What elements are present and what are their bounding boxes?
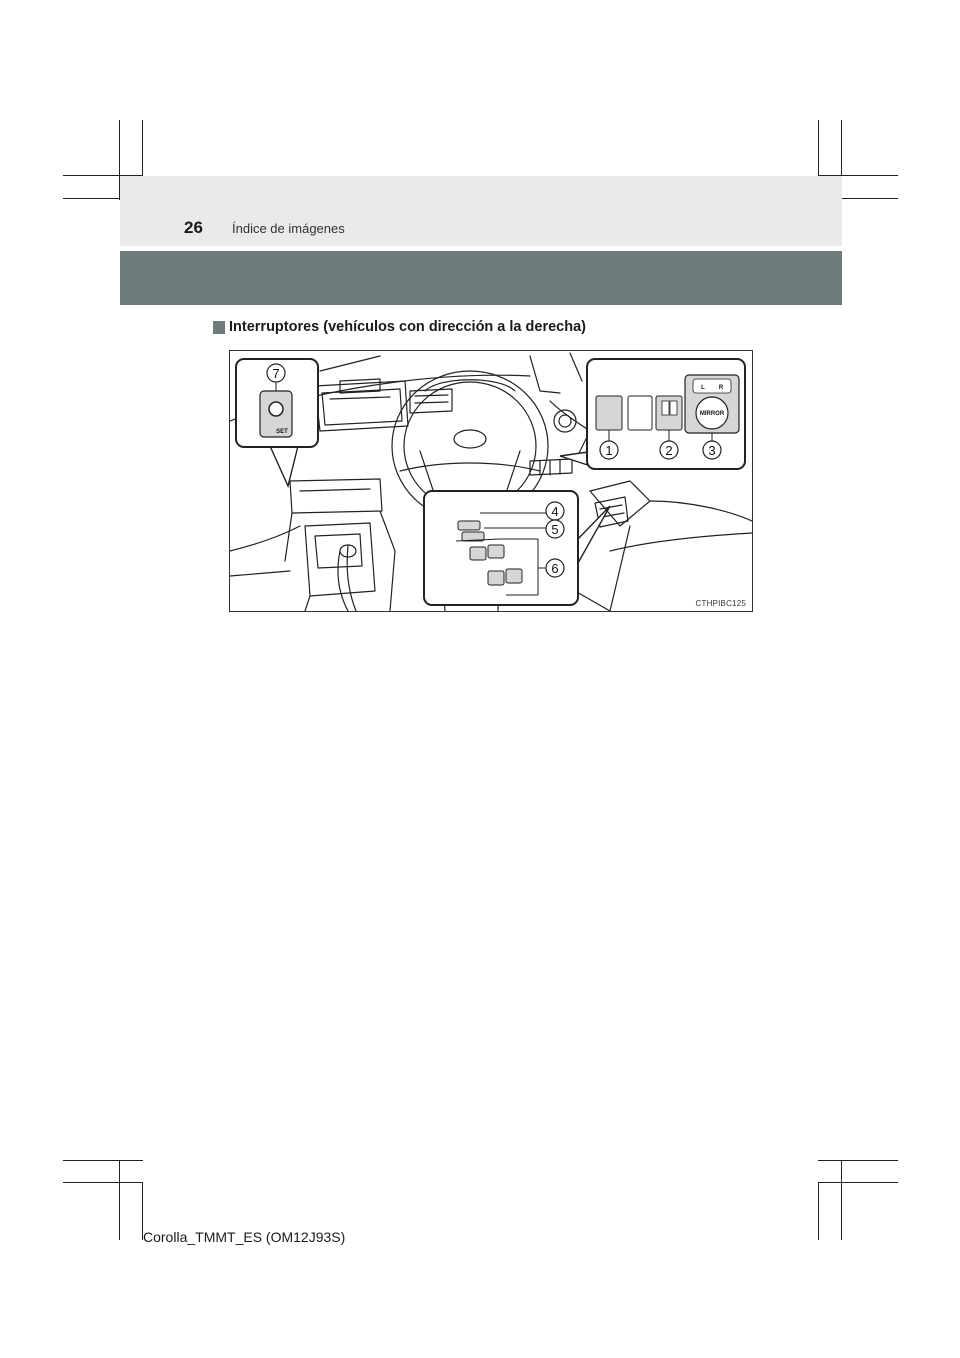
crop-mark [818,1160,898,1161]
crop-mark [63,1182,143,1183]
heading-bullet-icon [213,321,225,334]
crop-mark [841,1160,842,1240]
figure-code: CTHPIBC125 [695,599,746,608]
subsection-heading [213,318,586,336]
crop-mark [818,1182,898,1183]
crop-mark [119,1160,120,1240]
callout-2: 2 [665,443,673,458]
section-band [120,251,842,305]
crop-mark [63,1160,143,1161]
section-title: Índice de imágenes [232,221,345,236]
callout-7: 7 [272,366,280,381]
callout-1: 1 [605,443,613,458]
callout-6: 6 [551,561,559,576]
page-number: 26 [184,218,203,237]
set-label: SET [276,429,288,435]
header-band [120,176,842,246]
callout-4: 4 [551,504,559,519]
crop-mark [818,1182,819,1240]
mirror-right-label: R [718,385,724,391]
mirror-label: MIRROR [699,411,725,417]
callout-3: 3 [708,443,716,458]
subsection-heading-text: Interruptores (vehículos con dirección a la derecha) [229,319,586,335]
footer-text: Corolla_TMMT_ES (OM12J93S) [143,1229,346,1245]
switches-illustration [229,350,753,612]
mirror-left-label: L [701,385,705,391]
dashboard-drawing [230,351,752,611]
callout-5: 5 [551,522,559,537]
